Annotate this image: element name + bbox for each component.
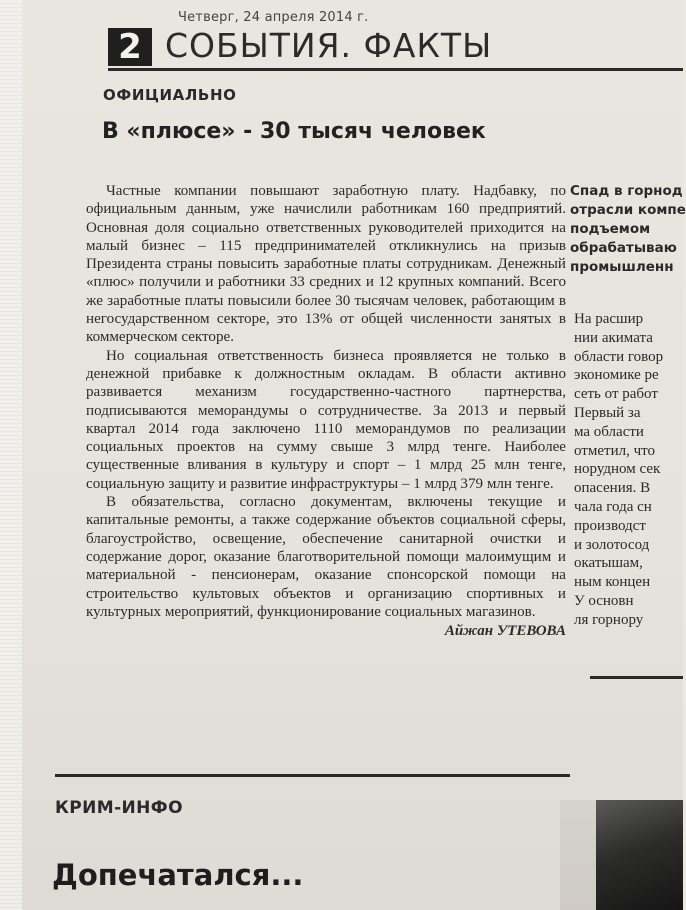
- side-body-line: нии акимата: [574, 329, 653, 346]
- header-rule: [108, 68, 683, 71]
- side-lead-line: Спад в горнод: [570, 183, 683, 199]
- side-body-line: ля горнору: [574, 611, 644, 628]
- section-title: СОБЫТИЯ. ФАКТЫ: [165, 26, 493, 65]
- side-column-rule: [590, 676, 683, 679]
- article-paragraph: Но социальная ответственность бизнеса проявляется не только в денежной прибавке к должностным окладам. В области активно развивается механизм государственно-частного партнерства, подписываются меморандумы о сотрудничестве. За 2013 и первый квартал 2014 года заключено 1110 меморандумов по реализации социальных проектов на сумму свыше 3 млрд тенге. Наиболее существенные вливания в культуру и спорт – 1 млрд 25 млн тенге, социальную защиту и развитие инфраструктуры – 1 млрд 379 млн тенге.: [86, 347, 566, 492]
- article-rubric: ОФИЦИАЛЬНО: [103, 86, 237, 104]
- side-body-line: области говор: [574, 348, 664, 365]
- article-paragraph: В обязательства, согласно документам, включены текущие и капитальные ремонты, а также содержание объектов социальной сферы, благоустройство, освещение, обеспечение санитарной очистки и содержание дорог, оказание благотворительной помощи малоимущим и материальной - пенсионерам, оказание спонсорской помощи на строительство культовых объектов и организацию спортивных и культурных мероприятий, функционирование социальных магазинов.: [86, 494, 566, 620]
- side-body-line: На расшир: [574, 311, 644, 327]
- side-body-line: опасения. В: [574, 480, 651, 497]
- article-paragraph: Частные компании повышают заработную плату. Надбавку, по официальным данным, уже начислили работникам 160 предприятий. Основная доля социально ответственных руководителей приходится на малый бизнес – 115 предпринимателей откликнулись на призыв Президента страны повысить заработные платы сотрудникам. Денежный «плюс» получили и работники 33 средних и 12 крупных компаний. Всего же заработные платы повысили более 30 тысячам человек, работающим в негосударственном секторе, это 13% от общей численности занятых в коммерческом секторе.: [86, 183, 566, 346]
- article-body: [86, 182, 566, 640]
- side-body-line: сеть от работ: [574, 386, 658, 403]
- article-byline: Айжан УТЕВОВА: [444, 623, 566, 640]
- side-body-line: и золотосод: [574, 536, 650, 553]
- side-lead-line: промышленн: [570, 259, 674, 275]
- issue-date: Четверг, 24 апреля 2014 г.: [178, 10, 369, 25]
- side-body-line: Первый за: [574, 404, 641, 421]
- side-lead: [570, 182, 686, 277]
- bottom-rubric: КРИМ-ИНФО: [55, 798, 183, 818]
- side-body-line: чала года сн: [574, 498, 652, 515]
- side-body-line: ма области: [574, 423, 644, 440]
- paper-stack-edge: [0, 0, 22, 910]
- side-body-line: ным концен: [574, 574, 651, 591]
- side-lead-line: подъемом: [570, 221, 651, 237]
- side-lead-line: отрасли компе: [570, 202, 686, 218]
- side-body: [574, 310, 663, 630]
- bottom-headline: Допечатался...: [52, 858, 304, 892]
- side-lead-line: обрабатываю: [570, 240, 677, 256]
- side-column: [570, 182, 686, 628]
- article-headline: В «плюсе» - 30 тысяч человек: [102, 119, 486, 144]
- side-body-line: окатышам,: [574, 555, 643, 572]
- section-divider: [55, 774, 570, 777]
- photo-background: [560, 800, 596, 910]
- side-body-line: производст: [574, 517, 646, 534]
- side-body-line: отметил, что: [574, 442, 655, 459]
- side-body-line: У основн: [574, 592, 634, 609]
- side-body-line: экономике ре: [574, 367, 659, 384]
- page-number: 2: [108, 28, 152, 66]
- article-photo: [596, 800, 683, 910]
- side-body-line: норудном сек: [574, 461, 661, 478]
